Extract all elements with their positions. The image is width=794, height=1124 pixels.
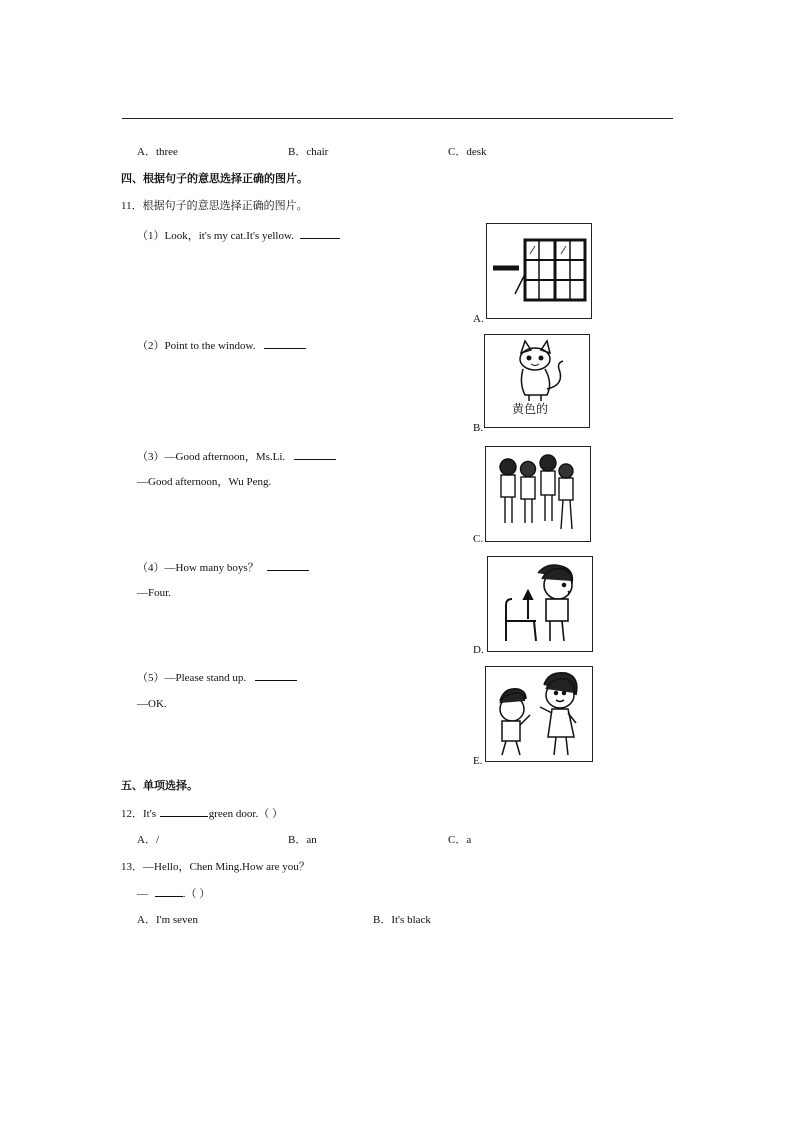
q11-item-4-blank[interactable] — [267, 560, 309, 571]
q12-blank[interactable] — [160, 806, 208, 817]
q11-item-4-text: （4）—How many boys？ — [137, 562, 259, 574]
q11-item-5-reply: —OK. — [137, 698, 167, 710]
section5-heading: 五、单项选择。 — [121, 780, 198, 792]
q13-stem: 13．—Hello，Chen Ming.How are you？ — [121, 861, 310, 873]
q13-option-a[interactable]: A．I'm seven — [137, 914, 198, 926]
q11-item-5-blank[interactable] — [255, 670, 297, 681]
q12-stem-after: green door.（ ） — [208, 808, 283, 820]
q13-answer-line — [137, 886, 210, 901]
picture-a[interactable] — [486, 223, 592, 319]
q11-item-3-text: （3）—Good afternoon，Ms.Li. — [137, 451, 286, 463]
q10-option-b[interactable]: B．chair — [288, 146, 329, 158]
header-rule — [122, 118, 673, 119]
q10-option-c[interactable]: C．desk — [448, 146, 487, 158]
picture-e-label: E. — [473, 755, 483, 767]
q11-item-5 — [137, 670, 297, 685]
q12-stem-before: 12．It's — [121, 808, 156, 820]
q11-item-2 — [137, 338, 306, 353]
q11-item-3 — [137, 449, 336, 464]
q13-blank[interactable] — [155, 886, 183, 897]
q11-item-4-reply: —Four. — [137, 587, 171, 599]
picture-a-label: A. — [473, 313, 484, 325]
picture-c-label: C. — [473, 533, 484, 545]
four-boys-icon — [486, 447, 590, 541]
q11-item-3-blank[interactable] — [294, 449, 336, 460]
q11-item-1-blank[interactable] — [300, 228, 340, 239]
q11-title: 11．根据句子的意思选择正确的图片。 — [121, 200, 308, 212]
q13-answer-prefix: — — [137, 888, 148, 900]
q11-item-2-blank[interactable] — [264, 338, 306, 349]
q12-option-a[interactable]: A．/ — [137, 834, 159, 846]
q11-item-5-text: （5）—Please stand up. — [137, 672, 247, 684]
q13-answer-suffix: .（ ） — [182, 888, 211, 900]
q11-item-4 — [137, 560, 309, 575]
q11-item-3-reply: —Good afternoon，Wu Peng. — [137, 476, 272, 488]
q11-item-1 — [137, 228, 340, 243]
section4-heading: 四、根据句子的意思选择正确的图片。 — [121, 173, 308, 185]
q11-item-1-text: （1）Look，it's my cat.It's yellow. — [137, 230, 294, 242]
q12-stem — [121, 806, 283, 821]
q13-option-b[interactable]: B．It's black — [373, 914, 431, 926]
window-icon — [487, 224, 591, 318]
picture-e[interactable] — [485, 666, 593, 762]
q12-option-b[interactable]: B．an — [288, 834, 317, 846]
picture-c[interactable] — [485, 446, 591, 542]
picture-d-label: D. — [473, 644, 484, 656]
q10-option-a[interactable]: A．three — [137, 146, 178, 158]
picture-d[interactable] — [487, 556, 593, 652]
q12-option-c[interactable]: C．a — [448, 834, 472, 846]
picture-b-caption: 黄色的 — [512, 402, 549, 416]
boy-standing-up-icon — [488, 557, 592, 651]
picture-b-label: B. — [473, 422, 484, 434]
q11-item-2-text: （2）Point to the window. — [137, 340, 256, 352]
greeting-icon — [486, 667, 592, 761]
